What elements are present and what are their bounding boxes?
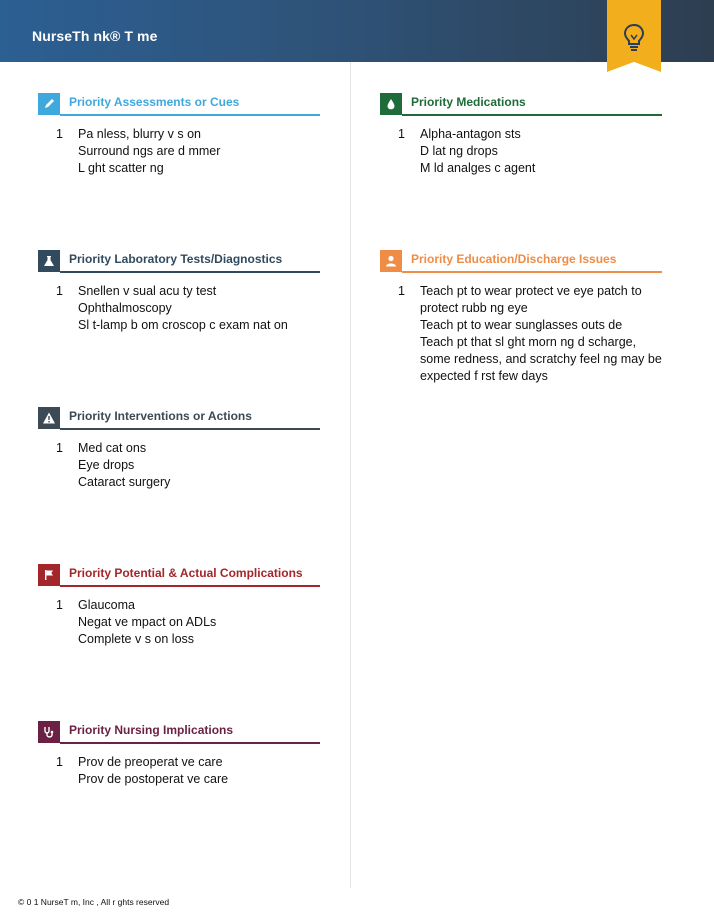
section-title: Priority Interventions or Actions [69,409,252,423]
section-education [380,250,662,385]
section-title: Priority Laboratory Tests/Diagnostics [69,252,283,266]
section-header [38,93,320,117]
section-underline [60,742,320,744]
list-item: M ld analges c agent [420,161,536,175]
section-underline [60,428,320,430]
list-item: 1 Pa nless, blurry v s on [56,127,201,141]
copyright-footer: © 0 1 NurseT m, Inc , All r ghts reserved [18,897,170,907]
list-item: Prov de postoperat ve care [78,772,229,786]
ribbon-bookmark [607,0,661,72]
section-underline [60,271,320,273]
list-item: D lat ng drops [420,144,498,158]
section-title: Priority Potential & Actual Complications [69,566,303,580]
list-item: 1 Med cat ons [56,441,147,455]
section-title: Priority Medications [411,95,526,109]
brand-title: NurseTh nk® T me [32,28,158,44]
list-item: 1 Snellen v sual acu ty test [56,284,217,298]
flag-icon [38,564,60,586]
stethoscope-icon [38,721,60,743]
section-complications [38,564,320,648]
section-interventions [38,407,320,491]
item-list [380,126,662,177]
section-title: Priority Assessments or Cues [69,95,240,109]
section-underline [60,114,320,116]
list-item: Surround ngs are d mmer [78,144,221,158]
list-item: Negat ve mpact on ADLs [78,615,217,629]
item-list [38,440,320,491]
item-list [38,283,320,334]
column-divider [350,62,351,888]
list-item: 1 Prov de preoperat ve care [56,755,223,769]
list-item: Sl t-lamp b om croscop c exam nat on [78,318,288,332]
section-underline [402,114,662,116]
section-header [38,564,320,588]
item-list [38,754,320,788]
section-header [38,250,320,274]
section-header [380,93,662,117]
list-item: Teach pt that sl ght morn ng d scharge, some redness, and scratchy feel ng may be expected f rst few days [420,335,662,383]
droplet-icon [380,93,402,115]
list-item: L ght scatter ng [78,161,164,175]
list-item: 1 Glaucoma [56,598,135,612]
flask-icon [38,250,60,272]
list-item: Eye drops [78,458,135,472]
warning-icon [38,407,60,429]
item-list [380,283,662,385]
item-list [38,597,320,648]
section-header [380,250,662,274]
list-item: 1 Alpha-antagon sts [398,127,521,141]
list-item: Cataract surgery [78,475,171,489]
section-lab [38,250,320,334]
section-medications [380,93,662,177]
pencil-icon [38,93,60,115]
list-item: Complete v s on loss [78,632,195,646]
page-header [0,0,714,62]
section-underline [402,271,662,273]
section-assessments [38,93,320,177]
list-item: Ophthalmoscopy [78,301,172,315]
list-item: 1 Teach pt to wear protect ve eye patch to protect rubb ng eye [398,284,642,315]
item-list [38,126,320,177]
section-title: Priority Education/Discharge Issues [411,252,617,266]
list-item: Teach pt to wear sunglasses outs de [420,318,623,332]
section-header [38,721,320,745]
section-nursing [38,721,320,788]
section-underline [60,585,320,587]
person-icon [380,250,402,272]
section-header [38,407,320,431]
section-title: Priority Nursing Implications [69,723,234,737]
